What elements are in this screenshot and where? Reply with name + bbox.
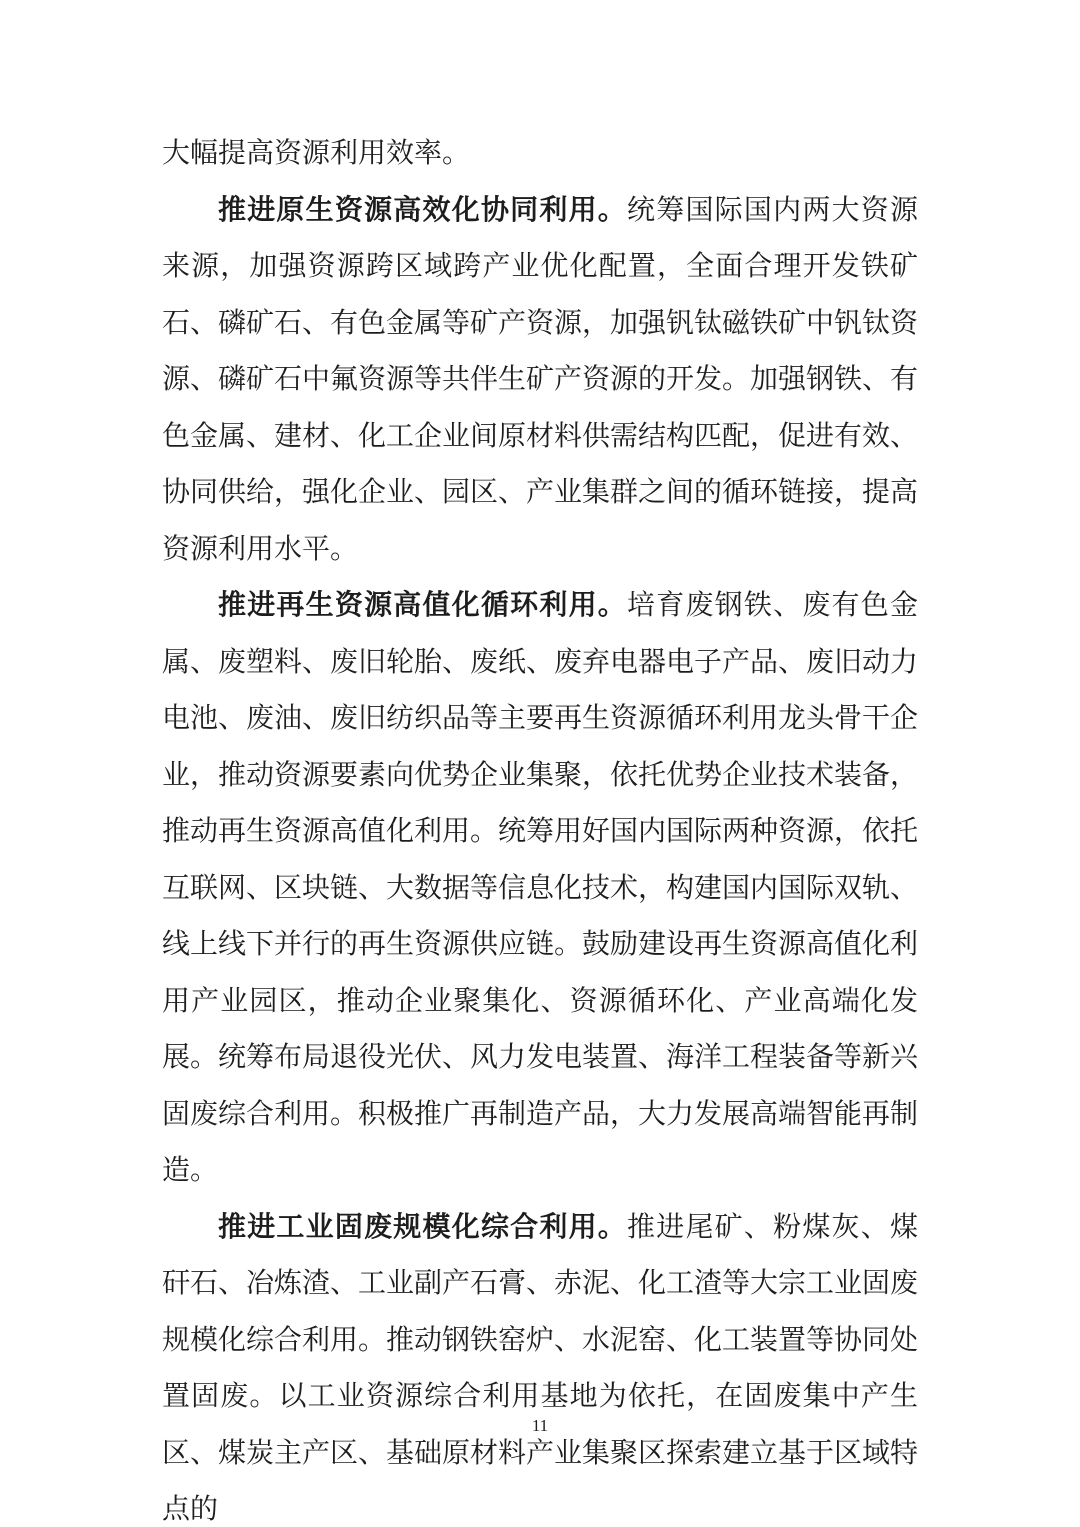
paragraph-lead: 推进工业固废规模化综合利用。	[218, 1211, 628, 1243]
paragraph-body: 培育废钢铁、废有色金属、废塑料、废旧轮胎、废纸、废弃电器电子产品、废旧动力电池、废油、废旧纺织品等主要再生资源循环利用龙头骨干企业，推动资源要素向优势企业集聚，依托优势企业技术装备，推动再生资源高值化利用。统筹用好国内国际两种资源，依托互联网、区块链、大数据等信息化技术，构建国内国际双轨、线上线下并行的再生资源供应链。鼓励建设再生资源高值化利用产业园区，推动企业聚集化、资源循环化、产业高端化发展。统筹布局退役光伏、风力发电装置、海洋工程装备等新兴固废综合利用。积极推广再制造产品，大力发展高端智能再制造。	[162, 590, 919, 1186]
paragraph	[162, 126, 918, 183]
page-footer	[0, 1414, 1080, 1438]
paragraph-lead: 推进原生资源高效化协同利用。	[218, 194, 628, 226]
paragraph-body: 统筹国际国内两大资源来源，加强资源跨区域跨产业优化配置，全面合理开发铁矿石、磷矿石、有色金属等矿产资源，加强钒钛磁铁矿中钒钛资源、磷矿石中氟资源等共伴生矿产资源的开发。加强钢铁、有色金属、建材、化工企业间原材料供需结构匹配，促进有效、协同供给，强化企业、园区、产业集群之间的循环链接，提高资源利用水平。	[162, 194, 919, 565]
document-text-block	[162, 126, 918, 1527]
paragraph-body: 大幅提高资源利用效率。	[162, 138, 471, 169]
page-number: 11	[531, 1416, 549, 1435]
paragraph-lead: 推进再生资源高值化循环利用。	[218, 590, 628, 621]
paragraph	[162, 578, 918, 1200]
paragraph	[162, 183, 918, 579]
paragraph-body: 推进尾矿、粉煤灰、煤矸石、冶炼渣、工业副产石膏、赤泥、化工渣等大宗工业固废规模化综合利用。推动钢铁窑炉、水泥窑、化工装置等协同处置固废。以工业资源综合利用基地为依托，在固废集中产生区、煤炭主产区、基础原材料产业集聚区探索建立基于区域特点的	[162, 1211, 919, 1525]
paragraph	[162, 1200, 918, 1527]
